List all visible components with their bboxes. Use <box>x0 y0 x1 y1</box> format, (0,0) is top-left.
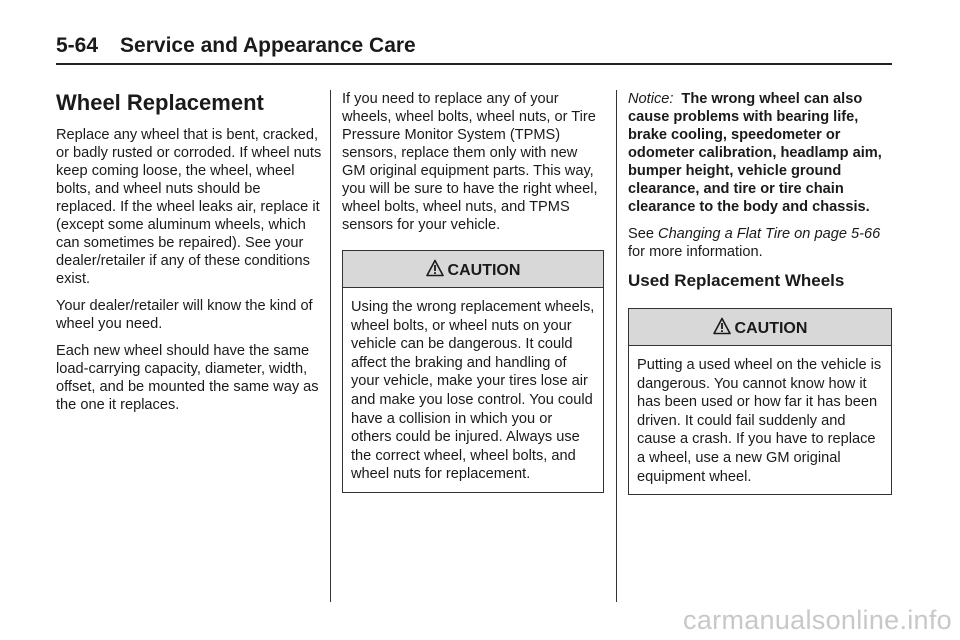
paragraph: Replace any wheel that is bent, cracked, or badly rusted or corroded. If wheel nuts keep coming loose, the wheel, wheel bolts, and wheel nuts should be replaced. If the wheel leaks air, replace it (except some aluminum wheels, which can sometimes be repaired). See your dealer/retailer if any of these conditions exist. <box>56 127 322 287</box>
section-heading: Wheel Replacement <box>56 90 264 115</box>
paragraph: Each new wheel should have the same load-carrying capacity, diameter, width, offset, and be mounted the same way as the one it replaces. <box>56 343 319 413</box>
warning-icon <box>713 317 731 335</box>
cross-reference <box>628 225 892 261</box>
warning-icon <box>426 259 444 277</box>
notice <box>628 90 892 216</box>
page-header <box>56 34 892 65</box>
watermark: carmanualsonline.info <box>683 605 952 635</box>
column-divider <box>330 90 331 602</box>
column-divider <box>616 90 617 602</box>
section-title: Service and Appearance Care <box>120 34 416 57</box>
page-number: 5-64 <box>56 34 99 57</box>
column-right <box>628 90 892 505</box>
caution-title: CAUTION <box>734 320 808 337</box>
paragraph: Your dealer/retailer will know the kind of wheel you need. <box>56 298 313 332</box>
notice-text: The wrong wheel can also cause problems with bearing life, brake cooling, speedometer or odometer calibration, headlamp aim, bumper height, vehicle ground clearance, and tire or tire chain clearance to the body and chassis. <box>628 91 882 215</box>
caution-box <box>342 250 604 493</box>
notice-label: Notice: <box>628 91 674 107</box>
paragraph: If you need to replace any of your wheels, wheel bolts, wheel nuts, or Tire Pressure Monitor System (TPMS) sensors, replace them only with new GM original equipment parts. This way, you will be sure to have the right wheel, wheel bolts, wheel nuts, and TPMS sensors for your vehicle. <box>342 91 598 233</box>
page-reference-link[interactable]: Changing a Flat Tire on page 5-66 <box>658 226 881 242</box>
caution-header <box>629 309 891 346</box>
see-suffix: for more information. <box>628 244 763 260</box>
caution-text: Putting a used wheel on the vehicle is dangerous. You cannot know how it has been used or how far it has been driven. It could fail suddenly and cause a crash. If you have to replace a wheel, use a new GM original equipment wheel. <box>637 357 882 485</box>
caution-title: CAUTION <box>447 262 521 279</box>
caution-header <box>343 251 603 288</box>
column-middle <box>342 90 604 503</box>
subheading: Used Replacement Wheels <box>628 271 845 290</box>
caution-text: Using the wrong replacement wheels, wheel bolts, or wheel nuts on your vehicle can be dangerous. It could affect the braking and handling of your vehicle, make your tires lose air and make you lose control. You could have a collision in which you or others could be injured. Always use the correct wheel, wheel bolts, and wheel nuts for replacement. <box>351 299 595 483</box>
caution-box <box>628 308 892 495</box>
see-prefix: See <box>628 226 654 242</box>
column-left <box>56 90 322 423</box>
